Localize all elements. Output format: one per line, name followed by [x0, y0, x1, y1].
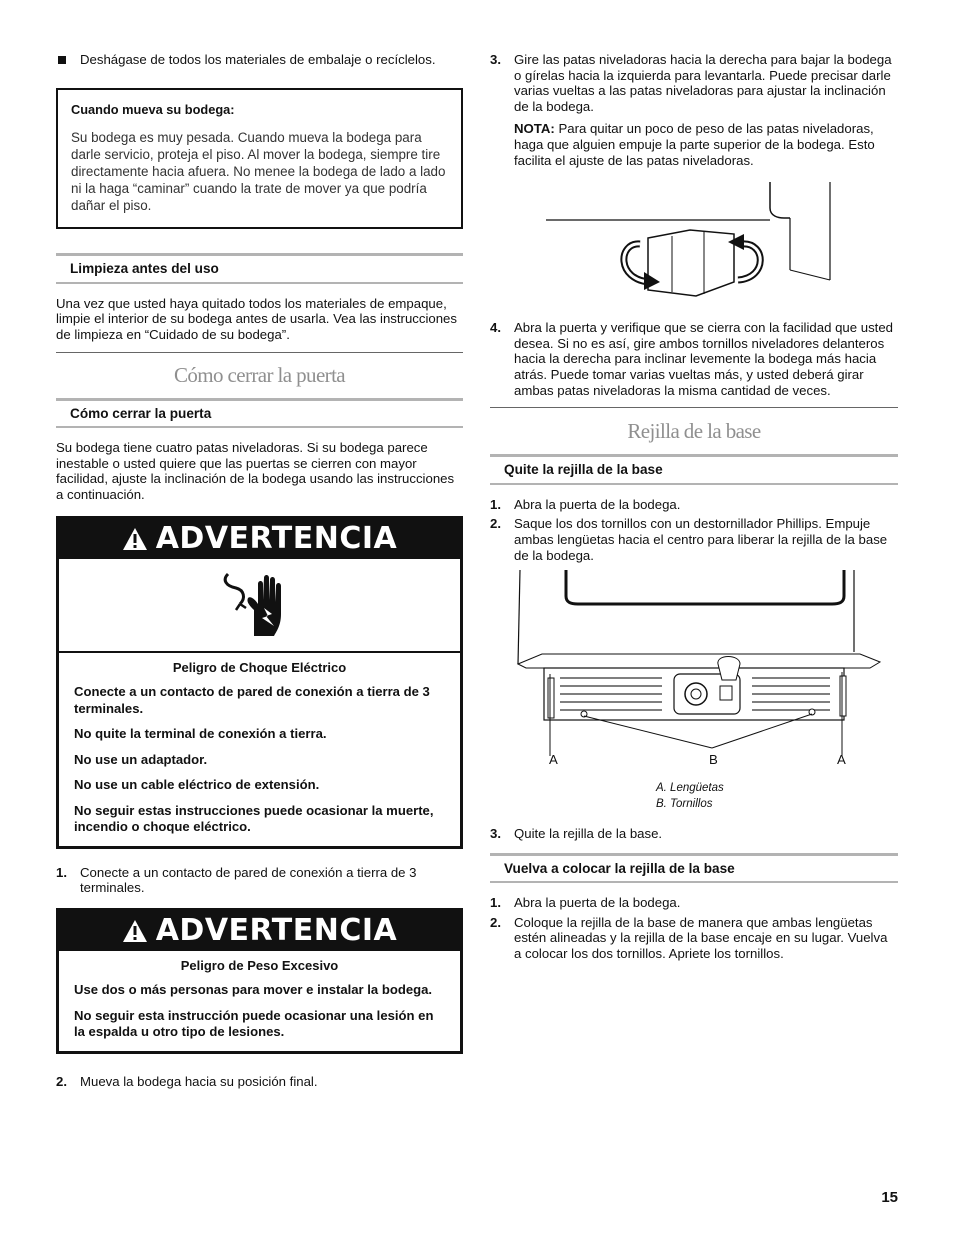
- warning-body: [59, 653, 460, 846]
- warning-subtitle: Peligro de Peso Excesivo: [180, 957, 339, 973]
- section-title-text: Rejilla de la base: [627, 419, 761, 444]
- warning-title: ADVERTENCIA: [155, 913, 398, 949]
- warning-triangle-icon: [122, 919, 148, 943]
- step-item: [490, 320, 898, 398]
- step-number: 4.: [490, 320, 501, 336]
- note-text: Para quitar un poco de peso de las patas niveladoras, haga que alguien empuje la parte superior de la bodega. Esto facilita el ajuste de las patas niveladoras.: [514, 121, 875, 168]
- step-item: [490, 826, 898, 842]
- step-item: [490, 497, 898, 513]
- bullet-text: Deshágase de todos los materiales de embalaje o recíclelos.: [80, 52, 436, 67]
- warning-weight: [56, 908, 463, 1054]
- base-grille-illustration: [490, 570, 898, 780]
- step-text: Abra la puerta y verifique que se cierra con la facilidad que usted desea. Si no es así, gire ambos tornillos niveladores delanteros hacia la derecha para inclinar levemente la bodega más hacia atrás. Puede tomar varias vueltas más, y usted deberá girar ambas patas niveladoras la misma cantidad de veces.: [514, 320, 893, 398]
- step-number: 3.: [490, 52, 501, 67]
- step-number: 1.: [490, 895, 501, 911]
- figure-label-a: A: [549, 752, 558, 768]
- step-number: 3.: [490, 826, 501, 842]
- note-box-title: Cuando mueva su bodega:: [71, 101, 235, 117]
- warning-line: No seguir esta instrucción puede ocasionar una lesión en la espalda u otro tipo de lesiones.: [74, 1007, 434, 1040]
- step-item: [56, 1074, 463, 1090]
- right-column: [490, 52, 898, 969]
- section-title-grille: [490, 407, 898, 444]
- step-text: Coloque la rejilla de la base de manera que ambas lengüetas estén alineadas y la rejilla de la base encaje en su lugar. Vuelva a colocar los dos tornillos. Apriete los tornillos.: [514, 914, 888, 962]
- step-text: Gire las patas niveladoras hacia la derecha para bajar la bodega o gírelas hacia la izquierda para levantarla. Puede precisar darle varias vueltas a las patas niveladoras para ajustar la inclinación de la bodega.: [514, 52, 892, 114]
- square-bullet-icon: [58, 56, 66, 64]
- closing-heading: Cómo cerrar la puerta: [56, 398, 463, 429]
- warning-triangle-icon: [122, 527, 148, 551]
- step-number: 2.: [490, 914, 501, 930]
- figure-label-a: A: [837, 752, 846, 768]
- page-number: 15: [881, 1189, 898, 1206]
- warning-line: Conecte a un contacto de pared de conexión a tierra de 3 terminales.: [74, 684, 430, 716]
- warning-line: No seguir estas instrucciones puede ocasionar la muerte, incendio o choque eléctrico.: [74, 802, 434, 835]
- figure-label-b: B: [709, 752, 718, 768]
- note-box-text: Su bodega es muy pesada. Cuando mueva la bodega para darle servicio, proteja el piso. Al mover la bodega, siempre tire directamente hacia afuera. No menee la bodega de lado a lado ni la haga “caminar” cuando la trate de mover ya que podría dañar el piso.: [71, 130, 446, 214]
- replace-grille-heading: Vuelva a colocar la rejilla de la base: [490, 853, 898, 884]
- step-item: [490, 895, 898, 911]
- figure-caption: [490, 780, 898, 812]
- warning-line: Use dos o más personas para mover e instalar la bodega.: [74, 982, 433, 998]
- moving-note-box: [56, 88, 463, 230]
- caption-line: A. Lengüetas: [656, 782, 724, 795]
- section-title-text: Cómo cerrar la puerta: [173, 362, 346, 387]
- warning-line: No quite la terminal de conexión a tierra.: [74, 726, 327, 742]
- section-title-door: [56, 352, 463, 388]
- step-item: [56, 865, 463, 896]
- step-number: 1.: [56, 864, 67, 880]
- electrical-shock-hand-icon: [220, 570, 300, 640]
- base-grille-figure: [490, 570, 898, 780]
- warning-title: ADVERTENCIA: [155, 520, 398, 556]
- step-number: 1.: [490, 496, 501, 512]
- shock-icon-box: [59, 559, 460, 653]
- step-text: Conecte a un contacto de pared de conexión a tierra de 3 terminales.: [80, 864, 417, 896]
- warning-subtitle: Peligro de Choque Eléctrico: [172, 659, 347, 675]
- cleaning-heading: Limpieza antes del uso: [56, 253, 463, 284]
- step-number: 2.: [490, 516, 501, 532]
- step-text: Mueva la bodega hacia su posición final.: [80, 1073, 318, 1089]
- warning-line: No use un adaptador.: [74, 751, 208, 767]
- warning-header: [59, 519, 460, 559]
- warning-header: [59, 911, 460, 951]
- caption-line: B. Tornillos: [656, 798, 713, 811]
- step-item: [490, 516, 898, 563]
- step-item: [490, 915, 898, 962]
- step-text: Abra la puerta de la bodega.: [514, 895, 681, 911]
- step-item: [490, 52, 898, 114]
- warning-line: No use un cable eléctrico de extensión.: [74, 777, 320, 793]
- remove-grille-heading: Quite la rejilla de la base: [490, 454, 898, 485]
- note-label: NOTA:: [514, 121, 555, 137]
- warning-electrical: [56, 516, 463, 849]
- leveling-leg-figure: [490, 182, 898, 310]
- bullet-item: [56, 52, 463, 68]
- closing-text: Su bodega tiene cuatro patas niveladoras. Si su bodega parece inestable o usted quiere que las puertas se cierren con mayor facilidad, ajuste la inclinación de la bodega usando las instrucciones a continuación.: [56, 440, 455, 502]
- step-text: Quite la rejilla de la base.: [514, 826, 663, 842]
- leveling-note: [490, 121, 898, 168]
- step-text: Saque los dos tornillos con un destornillador Phillips. Empuje ambas lengüetas hacia el centro para liberar la rejilla de la base de la bodega.: [514, 516, 888, 563]
- leveling-leg-illustration: [490, 182, 898, 310]
- step-number: 2.: [56, 1073, 67, 1089]
- left-column: [56, 52, 463, 1097]
- warning-body: [59, 951, 460, 1051]
- step-text: Abra la puerta de la bodega.: [514, 496, 681, 512]
- cleaning-text: Una vez que usted haya quitado todos los materiales de empaque, limpie el interior de su bodega antes de usarla. Vea las instrucciones de limpieza en “Cuidado de su bodega”.: [56, 295, 457, 342]
